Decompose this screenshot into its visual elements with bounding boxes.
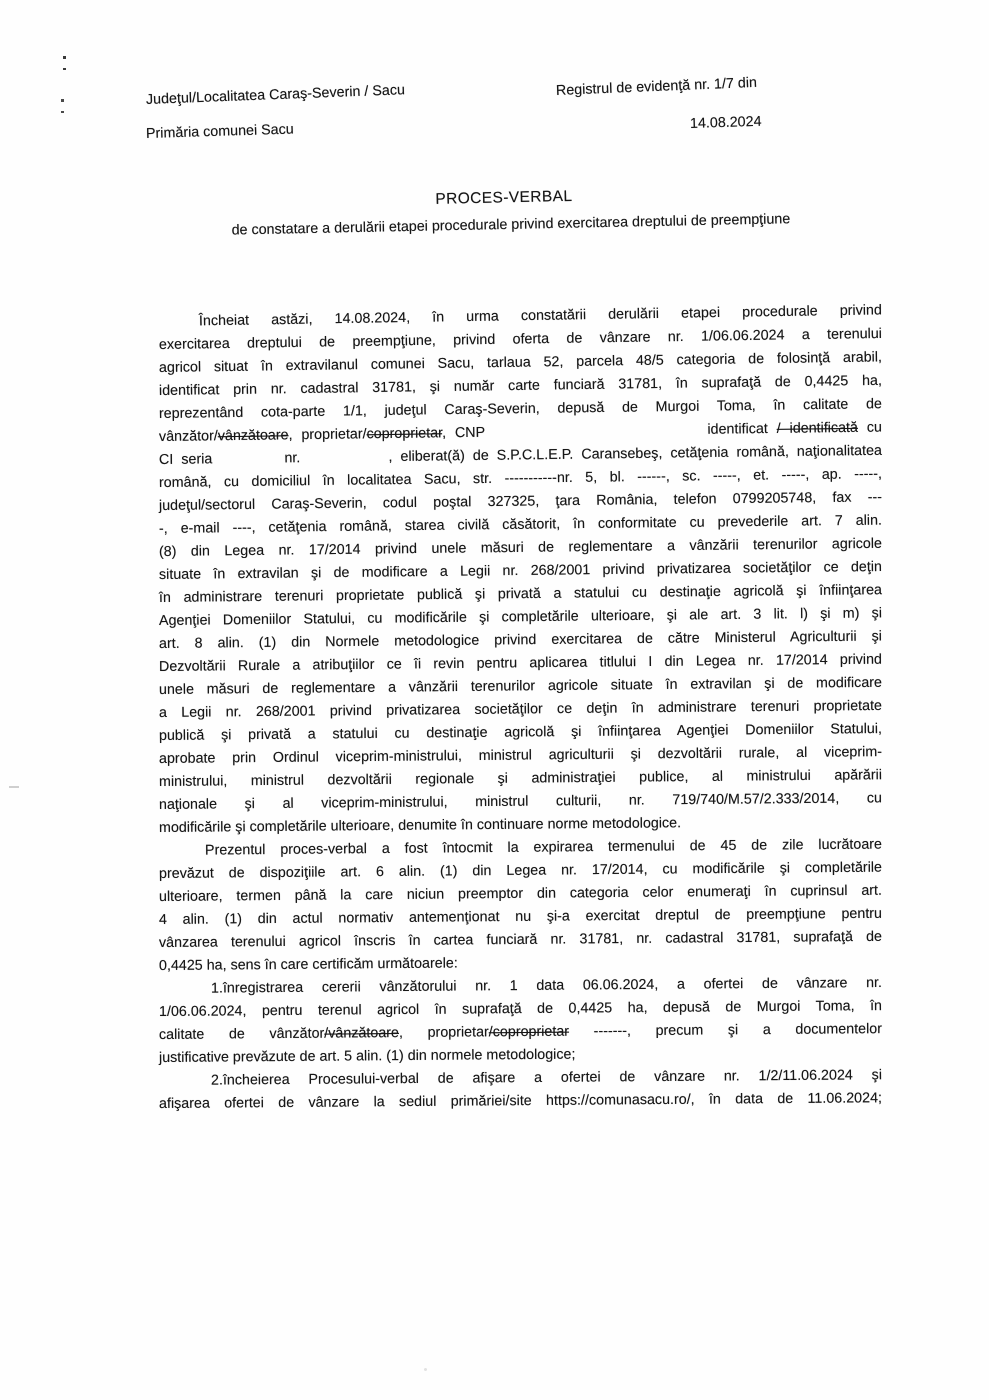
text-line: CI seria nr. , eliberat(ă) de S.P.C.L.E.P. Caransebeş, cetăţenia română, naţionalitatea (158, 442, 883, 468)
text-line: Prezentul proces-verbal a fost întocmit la expirarea termenului de 45 de zile lucrătoare (204, 836, 883, 859)
text-line: 2.încheierea Procesului-verbal de afişare a ofertei de vânzare nr. 1/2/11.06.2024 şi (210, 1067, 883, 1089)
text-line: prevăzut de dispoziţiile art. 6 alin. (1) din Legea nr. 17/2014, cu modificările şi completările (158, 859, 883, 882)
text-line: ulterioare, termen până la care niciun preemptor din categoria celor enumeraţi în cuprinsul art. (158, 882, 883, 905)
text-line: exercitarea dreptului de preempţiune, privind oferta de vânzare nr. 1/06.06.2024 a terenului (158, 325, 883, 353)
text-line: 1/06.06.2024, pentru terenul agricol în suprafaţă de 0,4425 ha, depusă de Murgoi Toma, în (158, 998, 883, 1020)
text-line: Dezvoltării Rurale a atribuţiilor ce îi revin pentru aplicarea titlului I din Legea nr. 17/2014 privind (158, 651, 883, 675)
text-line: judeţul/sectorul Caraş-Severin, codul poştal 327325, ţara România, telefon 0799205748, fax --- (158, 489, 883, 514)
text-line: identificat prin nr. cadastral 31781, şi număr carte funciară 31781, în suprafaţă de 0,4425 ha, (158, 372, 883, 399)
document-body (158, 302, 883, 1116)
text-line: (8) din Legea nr. 17/2014 privind unele măsuri de reglementare a vânzării terenurilor agricole (158, 535, 883, 560)
text-line: naţionale şi al viceprim-ministrului, ministrul culturii, nr. 719/740/M.57/2.333/2014, cu (158, 790, 883, 813)
text-line: unele măsuri de reglementare a vânzării terenurilor agricole situate în extravilan şi de modificare (158, 674, 883, 698)
body-item-2 (158, 1067, 883, 1116)
text-line: a Legii nr. 268/2001 privind privatizarea societăţilor ce deţin în administrare terenuri proprietate (158, 697, 883, 721)
text-line: în administrare terenuri proprietate publică şi privată a statului cu destinaţie agricolă şi înfiinţarea (158, 582, 883, 606)
text-line: Agenţiei Domeniilor Statului, cu modificările şi completările ulterioare, şi ale art. 3 lit. l) şi m) şi (158, 605, 883, 629)
scan-artifact (9, 786, 19, 788)
scan-artifact (63, 56, 66, 70)
registry-date: 14.08.2024 (689, 113, 762, 132)
text-line: art. 8 alin. (1) din Normele metodologice privind exercitarea de către Ministerul Agriculturii şi (158, 628, 883, 652)
text-line: română, cu domiciliul în localitatea Sacu, str. -----------nr. 5, bl. ------, sc. -----, et. -----, ap. -----, (158, 466, 883, 491)
text-line: 4 alin. (1) din actul normativ antemenţionat nu şi-a exercitat dreptul de preempţiune pentru (158, 905, 883, 928)
city-hall-line: Primăria comunei Sacu (145, 121, 294, 142)
text-line: publică şi privată a statului cu destinaţie agricolă şi înfiinţarea Agenţiei Domeniilor Statului, (158, 721, 883, 744)
registry-number-line: Registrul de evidenţă nr. 1/7 din (555, 74, 758, 99)
text-line: modificările şi completările ulterioare, denumite în continuare norme metodologice. (158, 815, 682, 836)
text-line: 0,4425 ha, sens în care certificăm următoarele: (158, 955, 458, 974)
text-line: calitate de vânzător/vânzătoare, proprietar/coproprietar -------, precum şi a documentelor (158, 1021, 883, 1043)
text-line: vânzător/vânzătoare, proprietar/coproprietar, CNP identificat / identificată cu (158, 419, 883, 445)
text-line: Încheiat astăzi, 14.08.2024, în urma constatării derulării etapei procedurale privind (198, 302, 883, 330)
text-line: 1.înregistrarea cererii vânzătorului nr. 1 data 06.06.2024, a ofertei de vânzare nr. (210, 974, 883, 997)
scan-artifact (61, 99, 64, 113)
scan-artifact (424, 1368, 427, 1371)
document-subtitle: de constatare a derulării etapei procedurale privind exercitarea dreptului de preempţiune (231, 211, 791, 239)
text-line: agricol situat în extravilanul comunei Sacu, tarlaua 52, parcela 48/5 categoria de folosinţă arabil, (158, 349, 883, 376)
text-line: justificative prevăzute de art. 5 alin. (1) din normele metodologice; (158, 1046, 576, 1066)
text-line: ministrului, ministrul dezvoltării regionale şi administraţiei publice, al ministrului apărării (158, 767, 883, 790)
text-line: -, e-mail ----, cetăţenia română, starea civilă căsătorit, în conformitate cu prevederile art. 7 alin. (158, 512, 883, 537)
county-locality-line: Judeţul/Localitatea Caraş-Severin / Sacu (145, 82, 406, 108)
text-line: vânzarea terenului agricol înscris în cartea funciară nr. 31781, nr. cadastral 31781, suprafaţă de (158, 928, 883, 951)
body-item-1 (158, 974, 883, 1070)
body-paragraph-2 (158, 836, 883, 978)
text-line: situate în extravilan şi de modificare a Legii nr. 268/2001 privind privatizarea societăţilor ce deţin (158, 558, 883, 583)
document-title: PROCES-VERBAL (435, 187, 573, 208)
text-line: afişarea ofertei de vânzare la sediul primăriei/site https://comunasacu.ro/, în data de 11.06.2024; (158, 1090, 883, 1112)
text-line: aprobate prin Ordinul viceprim-ministrului, ministrul agriculturii şi dezvoltării rurale, al viceprim- (158, 744, 883, 767)
text-line: reprezentând cota-parte 1/1, judeţul Caraş-Severin, depusă de Murgoi Toma, în calitate de (158, 396, 883, 422)
body-paragraph-1 (158, 302, 883, 840)
